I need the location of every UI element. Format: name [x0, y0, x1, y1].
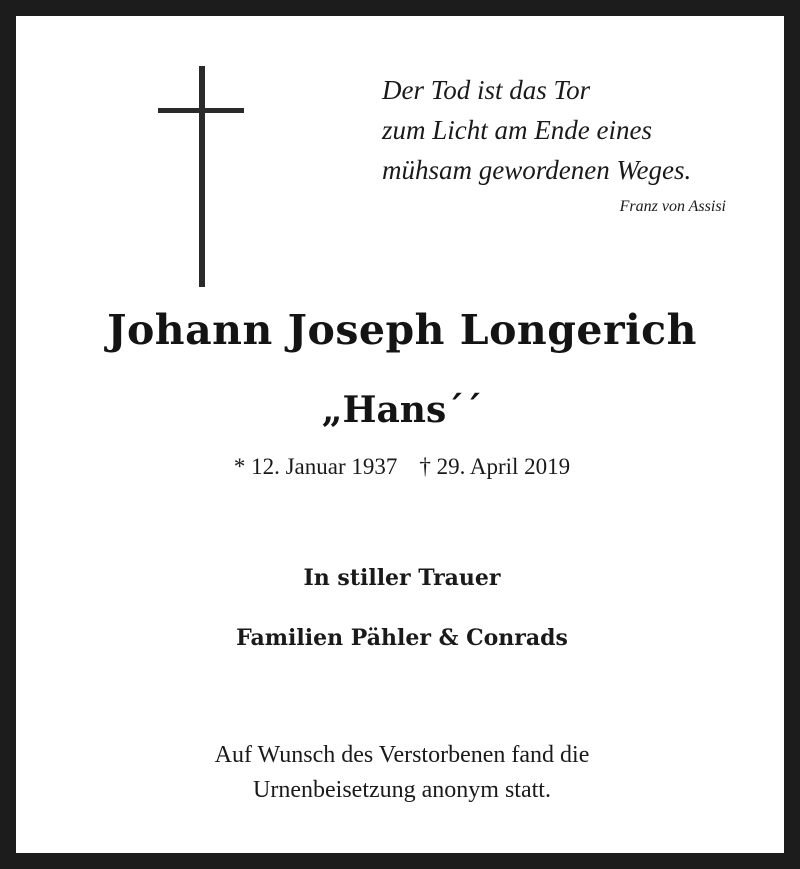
deceased-name: Johann Joseph Longerich — [107, 306, 697, 354]
deceased-nickname: „Hans´´ — [321, 389, 483, 431]
quote-author: Franz von Assisi — [619, 198, 726, 215]
quote-line: zum Licht am Ende eines — [382, 115, 652, 145]
quote-line: mühsam gewordenen Weges. — [382, 155, 692, 185]
quote — [382, 70, 742, 190]
birth-date: * 12. Januar 1937 — [233, 454, 398, 479]
death-date: † 29. April 2019 — [419, 454, 571, 479]
families-signature: Familien Pähler & Conrads — [236, 625, 568, 651]
cross-vertical-bar — [199, 66, 205, 287]
notice-line: Urnenbeisetzung anonym statt. — [253, 777, 551, 803]
life-dates — [16, 454, 788, 480]
cross-horizontal-bar — [158, 108, 244, 113]
mourning-text: In stiller Trauer — [303, 565, 501, 591]
burial-notice — [16, 738, 788, 808]
obituary-card — [14, 14, 786, 855]
quote-line: Der Tod ist das Tor — [382, 75, 591, 105]
notice-line: Auf Wunsch des Verstorbenen fand die — [214, 742, 590, 768]
